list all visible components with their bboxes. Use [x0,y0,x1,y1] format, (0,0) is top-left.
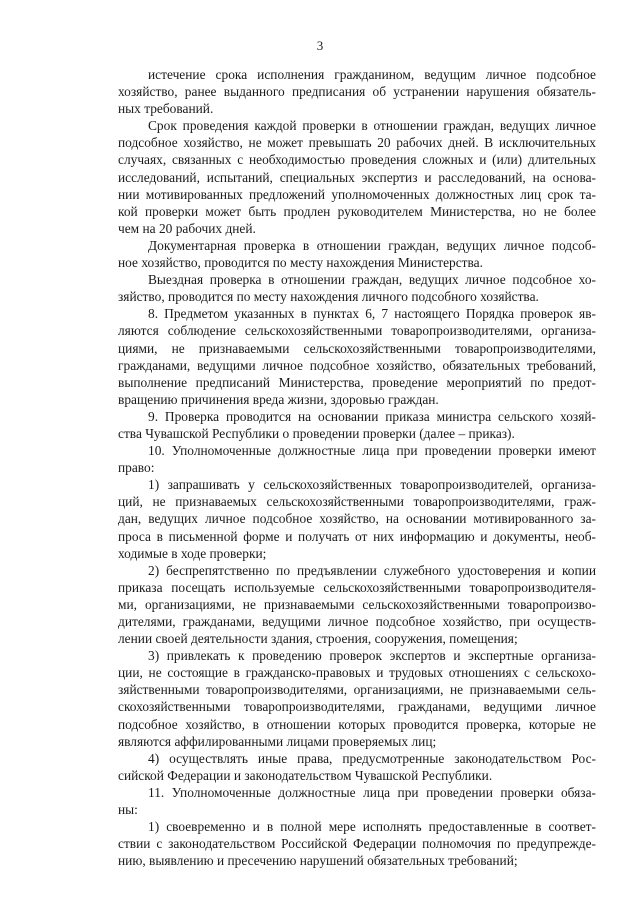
text-line: зяйство, проводится по месту нахождения личного подсобного хозяйства. [118,289,539,305]
text-line: проса в письменной форме и получать от них информацию и документы, необ- [118,528,596,544]
text-line: приказа посещать используемые сельскохозяйственными товаропроизводителя- [118,579,596,595]
text-line: гражданами, ведущими личное подсобное хозяйство, обязательных требований, [118,357,596,373]
text-line: исследований, испытаний, специальных экспертиз и расследований, на основа- [118,169,596,185]
text-line: лении своей деятельности здания, строения, сооружения, помещения; [118,631,518,647]
text-line: ное хозяйство, проводится по месту нахождения Министерства. [118,255,483,271]
text-line: 4) осуществлять иные права, предусмотренные законодательством Рос- [148,750,596,766]
text-line: 11. Уполномоченные должностные лица при проведении проверки обяза- [148,784,596,800]
text-line: ходимые в ходе проверки; [118,545,267,561]
text-line: Срок проведения каждой проверки в отношении граждан, ведущих личное [148,118,596,134]
paragraph-p7 [118,442,596,476]
text-line: ции, не состоящие в гражданско-правовых и трудовых отношениях с сельскохо- [118,665,596,681]
paragraph-p11 [118,750,596,784]
text-line: хозяйство, ранее выданного предписания об устранении нарушения обязатель- [118,84,596,100]
paragraph-p3 [118,237,596,271]
paragraph-p1 [118,66,596,117]
text-line: 8. Предметом указанных в пунктах 6, 7 настоящего Порядка проверок яв- [148,306,596,322]
paragraph-p9 [118,562,596,647]
text-line: сийской Федерации и законодательством Чувашской Республики. [118,767,493,783]
text-line: 9. Проверка проводится на основании приказа министра сельского хозяй- [148,408,596,424]
text-line: 10. Уполномоченные должностные лица при проведении проверки имеют [148,443,596,459]
text-line: выполнение предписаний Министерства, проведение мероприятий по предот- [118,374,596,390]
text-line: подсобное хозяйство, в отношении которых проводится проверка, которые не [118,716,596,732]
text-line: 3) привлекать к проведению проверок экспертов и экспертные организа- [148,648,596,664]
paragraph-p4 [118,271,596,305]
text-line: дителями, гражданами, ведущими личное подсобное хозяйство, при осуществ- [118,614,596,629]
text-line: подсобное хозяйство, не может превышать 20 рабочих дней. В исключительных [118,135,596,151]
text-line: 1) своевременно и в полной мере исполнять предоставленные в соответ- [148,819,596,835]
document-body [118,66,596,869]
paragraph-p2 [118,117,596,237]
text-line: скохозяйственными товаропроизводителями, гражданами, ведущими личное [118,699,596,715]
text-line: циями, не признаваемыми сельскохозяйственными товаропроизводителями, [118,340,596,356]
text-line: 1) запрашивать у сельскохозяйственных товаропроизводителей, организа- [148,477,596,493]
paragraph-p12 [118,784,596,818]
text-line: случаях, связанных с необходимостью проведения сложных и (или) длительных [118,152,596,168]
text-line: ляются соблюдение сельскохозяйственными товаропроизводителями, организа- [118,323,596,339]
paragraph-p10 [118,647,596,750]
text-line: Документарная проверка в отношении граждан, ведущих личное подсоб- [148,237,596,253]
text-line: ми, организациями, не признаваемыми сельскохозяйственными товаропроизво- [118,596,596,612]
paragraph-p13 [118,818,596,869]
text-line: право: [118,460,155,476]
paragraph-p5 [118,305,596,408]
text-line: ций, не признаваемых сельскохозяйственными товаропроизводителями, граж- [118,494,596,510]
text-line: нии мотивированных предложений уполномоченных должностных лиц срок та- [118,186,596,202]
text-line: являются аффилированными лицами проверяемых лиц; [118,733,437,749]
text-line: вращению причинения вреда жизни, здоровью граждан. [118,391,439,407]
text-line: Выездная проверка в отношении граждан, ведущих личное подсобное хо- [148,272,596,288]
text-line: ствии с законодательством Российской Федерации полномочия по предупрежде- [118,836,596,852]
text-line: кой проверки может быть продлен руководителем Министерства, но не более [118,203,596,219]
text-line: зяйственными товаропроизводителями, организациями, не признаваемыми сель- [118,682,596,698]
paragraph-p8 [118,476,596,561]
text-line: дан, ведущих личное подсобное хозяйство, на основании мотивированного за- [118,511,596,527]
text-line: ства Чувашской Республики о проведении проверки (далее – приказ). [118,425,515,441]
paragraph-p6 [118,408,596,442]
text-line: ных требований. [118,101,214,117]
text-line: ны: [118,802,138,818]
text-line: нию, выявлению и пресечению нарушений обязательных требований; [118,853,518,869]
page-number: 3 [316,38,324,53]
text-line: истечение срока исполнения гражданином, ведущим личное подсобное [148,67,596,82]
text-line: 2) беспрепятственно по предъявлении служебного удостоверения и копии [148,562,596,578]
text-line: чем на 20 рабочих дней. [118,220,256,236]
